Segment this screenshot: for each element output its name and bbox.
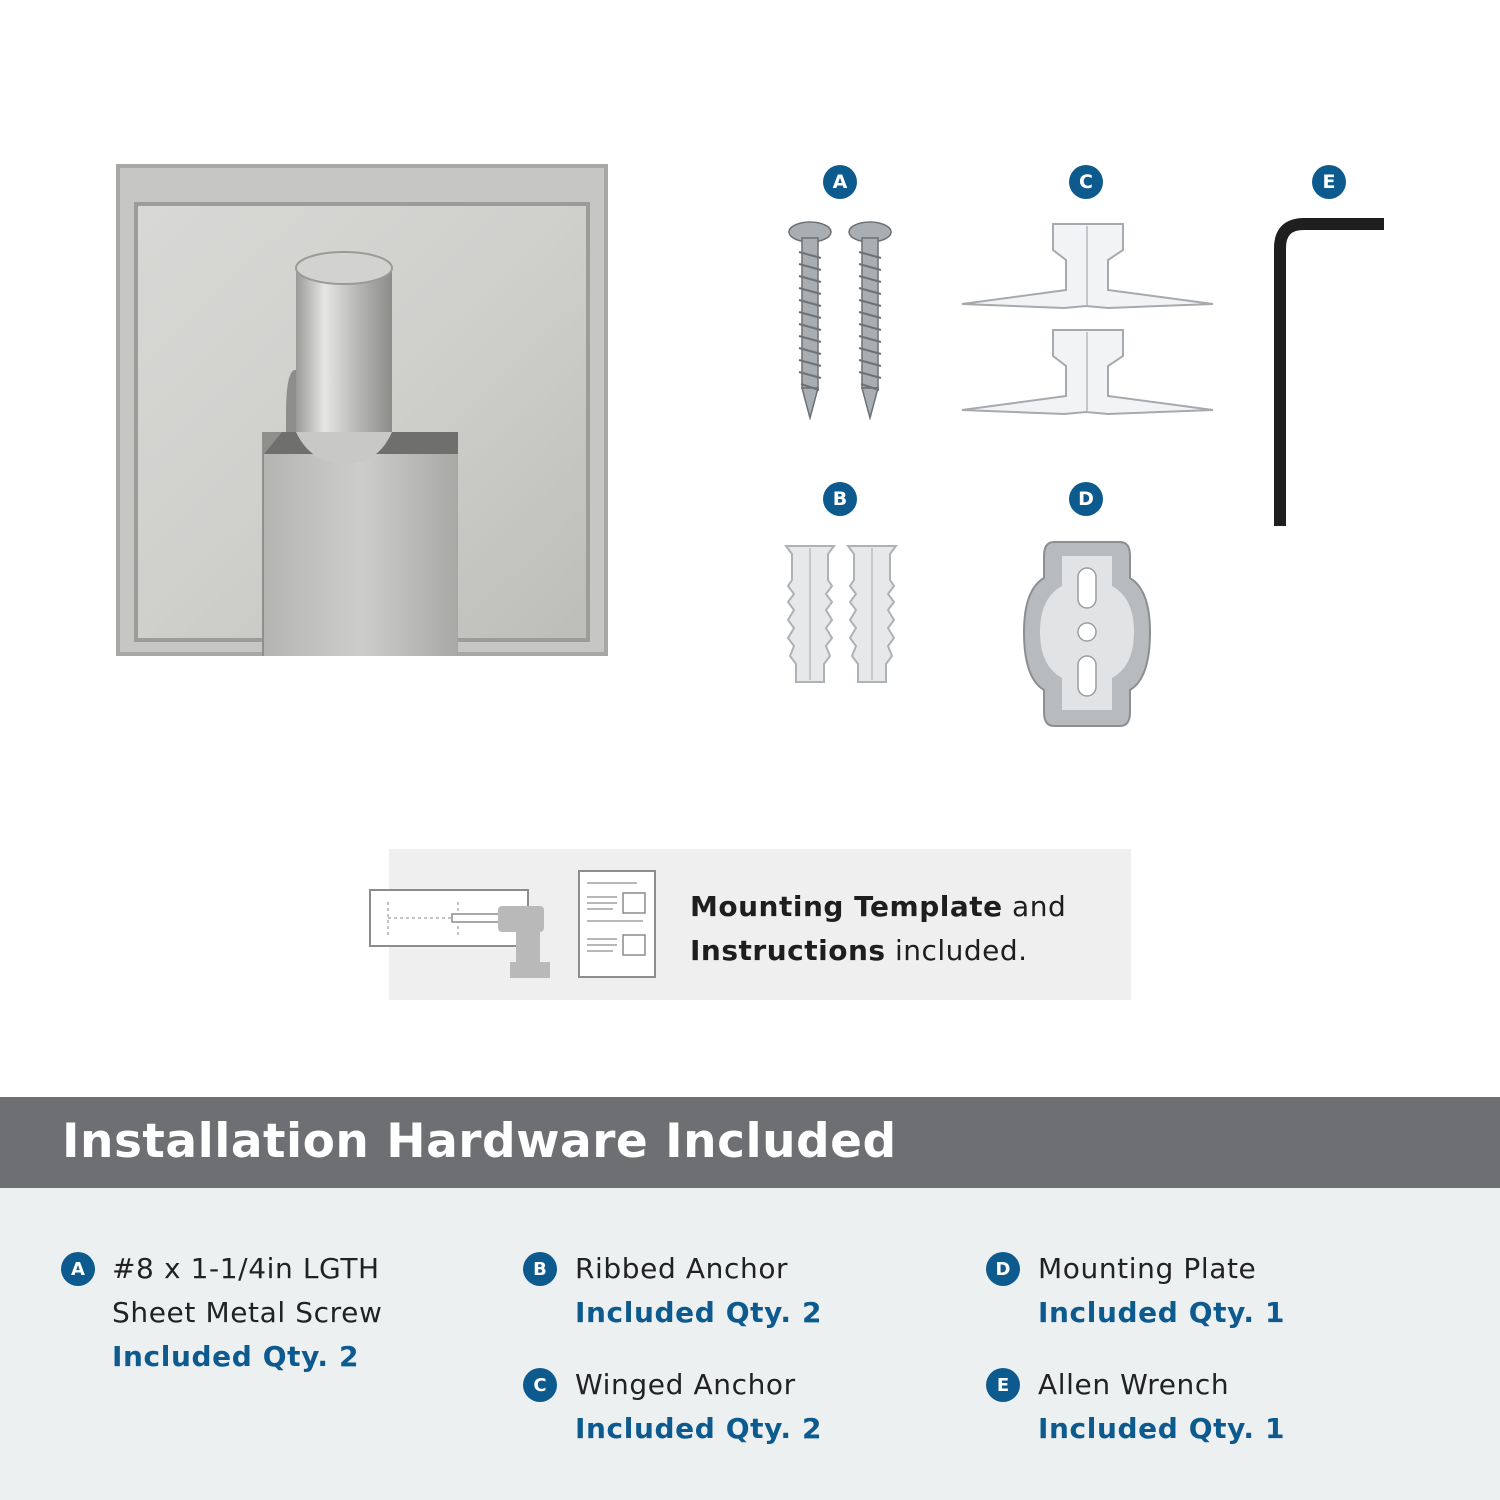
item-b-badge: B: [523, 1252, 557, 1286]
label-d-badge: D: [1069, 482, 1103, 516]
item-a: [112, 1247, 382, 1379]
ribbed-anchors-image: [782, 540, 900, 690]
item-b-qty: Included Qty. 2: [575, 1296, 823, 1329]
item-d-name: Mounting Plate: [1038, 1252, 1257, 1285]
item-d: [1038, 1247, 1285, 1335]
item-c: [575, 1363, 822, 1451]
winged-anchors-image: [958, 220, 1218, 420]
item-b-name: Ribbed Anchor: [575, 1252, 789, 1285]
label-e-badge: E: [1312, 165, 1346, 199]
robe-hook-product-image: [116, 164, 608, 656]
label-b-badge: B: [823, 482, 857, 516]
item-d-qty: Included Qty. 1: [1038, 1296, 1286, 1329]
sheet-metal-screws-image: [785, 218, 895, 420]
item-a-name-line2: Sheet Metal Screw: [112, 1296, 383, 1329]
label-c-badge: C: [1069, 165, 1103, 199]
allen-wrench-image: [1274, 218, 1388, 530]
item-e-name: Allen Wrench: [1038, 1368, 1230, 1401]
item-c-qty: Included Qty. 2: [575, 1412, 823, 1445]
item-e-qty: Included Qty. 1: [1038, 1412, 1286, 1445]
mounting-plate-image: [1020, 538, 1154, 730]
item-d-badge: D: [986, 1252, 1020, 1286]
item-e-badge: E: [986, 1368, 1020, 1402]
item-c-badge: C: [523, 1368, 557, 1402]
template-note-text: [690, 885, 1066, 973]
item-b: [575, 1247, 822, 1335]
template-note-text-1: and: [1002, 890, 1067, 923]
template-note-text-2: included.: [885, 934, 1028, 967]
item-c-name: Winged Anchor: [575, 1368, 796, 1401]
item-a-badge: A: [61, 1252, 95, 1286]
instructions-document-icon: [577, 869, 657, 979]
template-note-bold-1: Mounting Template: [690, 890, 1003, 923]
label-a-badge: A: [823, 165, 857, 199]
item-a-name-line1: #8 x 1-1/4in LGTH: [112, 1252, 380, 1285]
item-a-qty: Included Qty. 2: [112, 1340, 360, 1373]
drill-template-icon: [368, 888, 552, 980]
template-note-bold-2: Instructions: [690, 934, 886, 967]
item-e: [1038, 1363, 1285, 1451]
section-title: Installation Hardware Included: [62, 1114, 897, 1169]
